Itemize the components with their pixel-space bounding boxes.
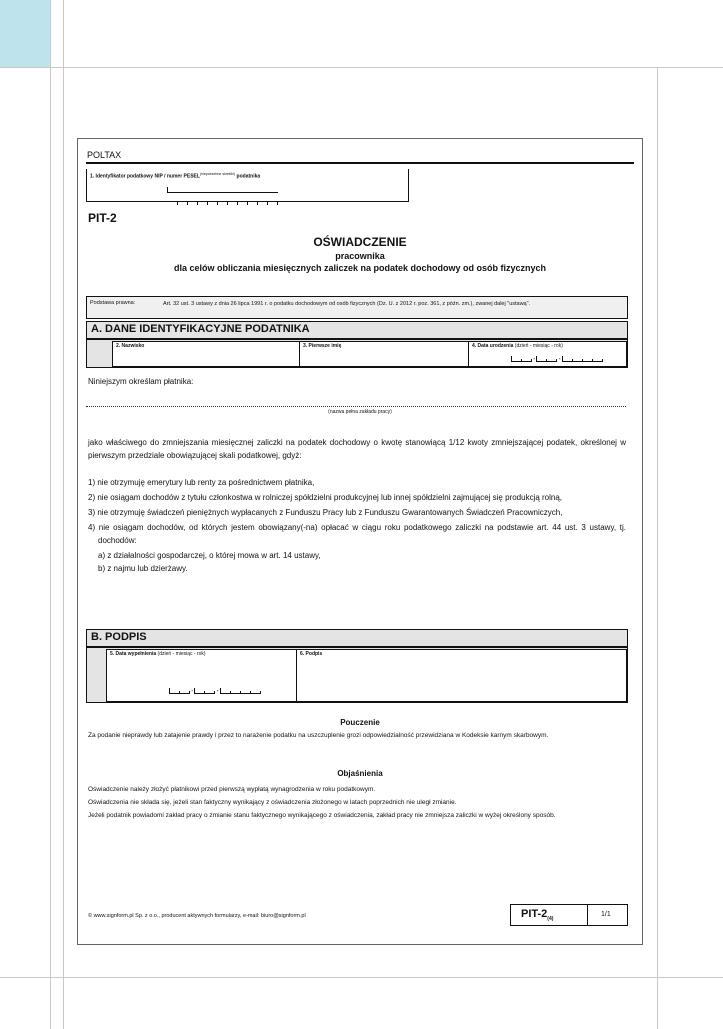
fill-date-field[interactable] [106,649,297,702]
tax-id-label-text: 1. Identyfikator podatkowy NIP / numer PESEL [90,173,200,180]
corner-marker [0,0,50,67]
surname-field[interactable] [112,341,300,367]
birth-date-label-text: 4. Data urodzenia [472,343,514,349]
surname-label: 2. Nazwisko [116,343,145,349]
sub-condition-item: b) z najmu lub dzierżawy. [98,564,188,573]
section-b-header [86,629,628,647]
footer-form-version: (4) [547,916,554,923]
explanations-list [88,783,626,822]
condition-item: 4) nie osiągam dochodów, od których jestem obowiązany(-na) opłacać w ciągu roku podatkowego zaliczki na podstawie art. 44 ust. 3 ustawy, tj. dochodów: [88,523,626,545]
birth-date-cells[interactable]: - - [511,356,603,362]
legal-basis-box [86,296,628,319]
employer-name-line[interactable] [86,406,626,407]
birth-date-label [472,343,563,349]
sub-condition-item: a) z działalności gospodarczej, o której mowa w art. 14 ustawy, [98,551,321,560]
explanation-item: Oświadczenie należy złożyć płatnikowi przed pierwszą wypłatą wynagrodzenia w roku podatkowym. [88,786,376,793]
guide-line [50,0,51,1029]
footer-page-number: 1/1 [601,911,611,918]
guide-line [0,67,723,68]
birth-date-hint: (dzień - miesiąc - rok) [514,343,563,349]
form-code: PIT-2 [88,211,117,225]
top-rule [86,162,634,164]
form-subtitle-1: pracownika [335,251,385,261]
condition-item: 3) nie otrzymuję świadczeń pieniężnych wypłacanych z Funduszu Pracy lub z Funduszu Gwarantowanych Świadczeń Pracowniczych, [88,508,563,517]
fill-date-hint: (dzień - miesiąc - rok) [157,651,206,657]
brand-label: POLTAX [87,150,122,160]
instruction-text: Za podanie nieprawdy lub zatajenie prawdy i przez to narażenie podatku na uszczuplenie grozi odpowiedzialność przewidziana w Kodeksie karnym skarbowym. [88,732,549,739]
fill-date-cells[interactable]: - - [169,688,261,694]
first-name-field[interactable] [299,341,469,367]
fill-date-label [110,651,206,657]
guide-line [657,67,658,1029]
tax-id-suffix: podatnika [236,173,261,180]
form-sheet [77,138,643,945]
body-paragraph: jako właściwego do zmniejszania miesięcznej zaliczki na podatek dochodowy o kwotę stanowiącą 1/12 kwoty zmniejszającej podatek, określonej w pierwszym przedziale obowiązującej skali podatkowej, gdyż: [88,438,626,460]
tax-id-digit-cells[interactable] [167,187,278,205]
explanations-title: Objaśnienia [337,769,383,778]
condition-item: 2) nie osiągam dochodów z tytułu członkostwa w rolniczej spółdzielni produkcyjnej lub innej spółdzielni zajmującej się produkcją rolną, [88,493,563,502]
section-a-fields [86,339,628,368]
signature-field[interactable] [296,649,627,702]
tax-id-box[interactable] [86,169,409,202]
footer-copyright: © www.signform.pl Sp. z o.o., producent aktywnych formularzy, e-mail: biuro@signform.pl [88,913,306,919]
section-b-fields [86,647,628,703]
condition-item: 1) nie otrzymuję emerytury lub renty za pośrednictwem płatnika, [88,478,315,487]
birth-date-field[interactable] [468,341,627,367]
fill-date-label-text: 5. Data wypełnienia [110,651,157,657]
footer-divider [587,905,588,925]
employer-caption: (nazwa pełna zakładu pracy) [328,409,392,415]
section-b-title: B. PODPIS [91,631,147,643]
form-subtitle-2: dla celów obliczania miesięcznych zaliczek na podatek dochodowy od osób fizycznych [173,263,547,273]
legal-basis-label: Podstawa prawna: [90,300,136,306]
section-a-header [86,321,628,339]
guide-line [63,0,64,1029]
first-name-label: 3. Pierwsze imię [303,343,342,349]
tax-id-label [90,172,260,180]
explanation-item: Jeżeli podatnik powiadomi zakład pracy o zmianie stanu faktycznego wynikającego z oświadczenia, zakład pracy nie zmniejsza zaliczki w wyżej określony sposób. [88,812,556,819]
signature-label: 6. Podpis [300,651,323,657]
legal-basis-text: Art. 32 ust. 3 ustawy z dnia 26 lipca 1991 r. o podatku dochodowym od osób fizycznych (Dz. U. z 2012 r. poz. 361, z późn. zm.), zwanej dalej "ustawą". [163,301,531,307]
tax-id-note: (niepotrzebne skreślić) [199,172,236,176]
conditions-list [88,476,626,575]
footer-form-box [510,904,628,926]
section-a-title: A. DANE IDENTYFIKACYJNE PODATNIKA [91,323,310,335]
declare-line: Niniejszym określam płatnika: [88,377,194,386]
guide-line [0,977,723,978]
footer-form-code [521,908,553,922]
footer-form-code-text: PIT-2 [521,908,548,920]
instruction-title: Pouczenie [340,718,380,727]
form-title: OŚWIADCZENIE [313,235,407,249]
explanation-item: Oświadczenia nie składa się, jeżeli stan faktyczny wynikający z oświadczenia złożonego w latach poprzednich nie uległ zmianie. [88,799,457,806]
